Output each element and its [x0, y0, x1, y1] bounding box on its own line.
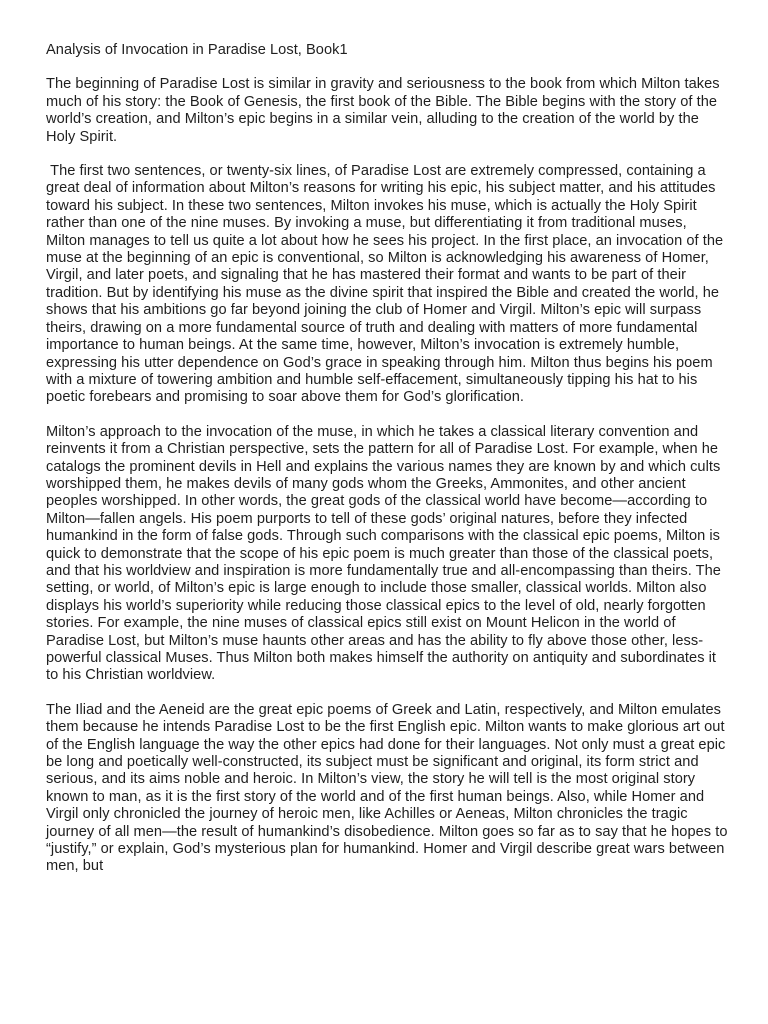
paragraph-4: The Iliad and the Aeneid are the great epic poems of Greek and Latin, respectively, and Milton emulates them because he intends Paradise Lost to be the first English epic. Milton wants to make glorious art out of the English language the way the other epics had done for their languages. Not only must a great epic be long and poetically well-constructed, its subject must be significant and original, its form strict and serious, and its aims noble and heroic. In Milton’s view, the story he will tell is the most original story known to man, as it is the first story of the world and of the first human beings. Also, while Homer and Virgil only chronicled the journey of heroic men, like Achilles or Aeneas, Milton chronicles the tragic journey of all men—the result of humankind’s disobedience. Milton goes so far as to say that he hopes to “justify,” or explain, God’s mysterious plan for humankind. Homer and Virgil describe great wars between men, but — [46, 701, 732, 875]
document-title: Analysis of Invocation in Paradise Lost, Book1 — [46, 42, 348, 58]
paragraph-3: Milton’s approach to the invocation of the muse, in which he takes a classical literary convention and reinvents it from a Christian perspective, sets the pattern for all of Paradise Lost. For example, when he catalogs the prominent devils in Hell and explains the various names they are known by and which cults worshipped them, he makes devils of many gods whom the Greeks, Ammonites, and other ancient peoples worshipped. In other words, the great gods of the classical world have become—according to Milton—fallen angels. His poem purports to tell of these gods’ original natures, before they infected humankind in the form of false gods. Through such comparisons with the classical epic poems, Milton is quick to demonstrate that the scope of his epic poem is much greater than those of the classical poets, and that his worldview and inspiration is more fundamentally true and all-encompassing than theirs. The setting, or world, of Milton’s epic is large enough to include those smaller, classical worlds. Milton also displays his world’s superiority while reducing those classical epics to the level of old, nearly forgotten stories. For example, the nine muses of classical epics still exist on Mount Helicon in the world of Paradise Lost, but Milton’s muse haunts other areas and has the ability to fly above those other, less-powerful classical Muses. Thus Milton both makes himself the authority on antiquity and subordinates it to his Christian worldview. — [46, 423, 726, 684]
document-page — [46, 42, 730, 893]
paragraph-2: The first two sentences, or twenty-six lines, of Paradise Lost are extremely compressed, containing a great deal of information about Milton’s reasons for writing his epic, his subject matter, and his attitudes toward his subject. In these two sentences, Milton invokes his muse, which is actually the Holy Spirit rather than one of the nine muses. By invoking a muse, but differentiating it from traditional muses, Milton manages to tell us quite a lot about how he sees his project. In the first place, an invocation of the muse at the beginning of an epic is conventional, so Milton is acknowledging his awareness of Homer, Virgil, and later poets, and signaling that he has mastered their format and wants to be part of their tradition. But by identifying his muse as the divine spirit that inspired the Bible and created the world, he shows that his ambitions go far beyond joining the club of Homer and Virgil. Milton’s epic will surpass theirs, drawing on a more fundamental source of truth and dealing with matters of more fundamental importance to human beings. At the same time, however, Milton’s invocation is extremely humble, expressing his utter dependence on God’s grace in speaking through him. Milton thus begins his poem with a mixture of towering ambition and humble self-effacement, simultaneously tipping his hat to his poetic forebears and promising to soar above them for God’s glorification. — [46, 163, 728, 406]
paragraph-1: The beginning of Paradise Lost is similar in gravity and seriousness to the book from which Milton takes much of his story: the Book of Genesis, the first book of the Bible. The Bible begins with the story of the world’s creation, and Milton’s epic begins in a similar vein, alluding to the creation of the world by the Holy Spirit. — [46, 76, 724, 145]
